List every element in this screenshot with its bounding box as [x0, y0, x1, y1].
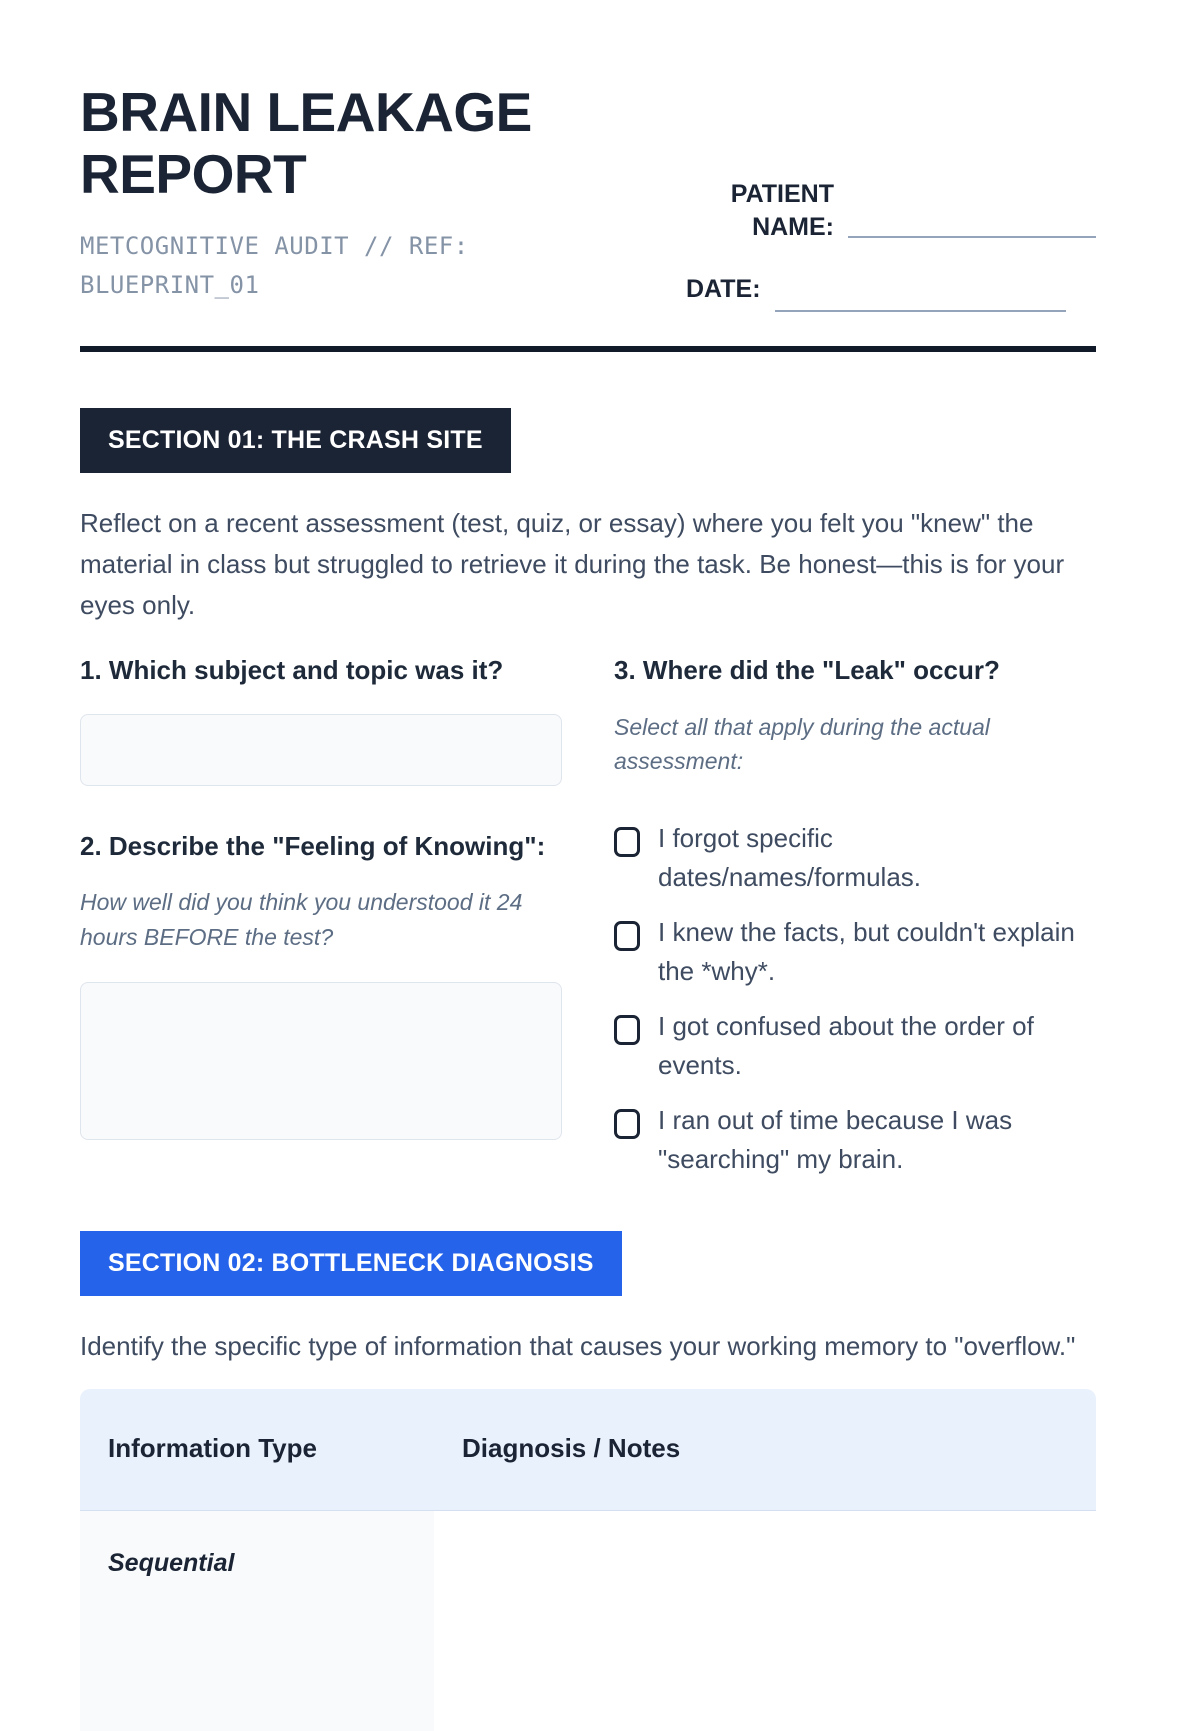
checklist-item — [614, 913, 1096, 991]
question-2-input[interactable] — [80, 982, 562, 1140]
checklist-item — [614, 819, 1096, 897]
date-label: DATE: — [686, 275, 761, 303]
question-1-input[interactable] — [80, 714, 562, 786]
date-row — [686, 273, 1096, 306]
question-2-helper: How well did you think you understood it 24 hours BEFORE the test? — [80, 889, 523, 950]
patient-name-line[interactable] — [848, 228, 1096, 238]
document-header — [80, 82, 1096, 306]
section-02-badge: SECTION 02: BOTTLENECK DIAGNOSIS — [80, 1231, 622, 1296]
table-header-row — [80, 1389, 1096, 1511]
section-01-badge: SECTION 01: THE CRASH SITE — [80, 408, 511, 473]
question-3-helper: Select all that apply during the actual assessment: — [614, 713, 990, 775]
table-header-information-type: Information Type — [80, 1389, 434, 1511]
question-column-left — [80, 654, 562, 1179]
patient-name-label: PATIENT NAME: — [730, 180, 834, 241]
question-2-label: 2. Describe the "Feeling of Knowing": — [80, 830, 546, 861]
table-cell-information-type: Sequential — [80, 1511, 434, 1731]
checklist-item — [614, 1101, 1096, 1179]
page-subtitle: METCOGNITIVE AUDIT // REF: BLUEPRINT_01 — [80, 232, 469, 299]
checkbox-label: I forgot specific dates/names/formulas. — [658, 822, 922, 892]
question-column-right — [614, 654, 1096, 1179]
table-header-diagnosis-notes: Diagnosis / Notes — [434, 1389, 1096, 1511]
table-cell-diagnosis-notes[interactable] — [434, 1511, 1096, 1731]
checkbox-label: I ran out of time because I was "searching" my brain. — [658, 1104, 1013, 1174]
checkbox-label: I got confused about the order of events. — [658, 1010, 1034, 1080]
patient-info-block — [686, 178, 1096, 306]
section-01-intro: Reflect on a recent assessment (test, quiz, or essay) where you felt you "knew" the material in class but struggled to retrieve it during the task. Be honest—this is for your eyes only. — [80, 507, 1065, 620]
bottleneck-diagnosis-table — [80, 1389, 1096, 1731]
question-1-label: 1. Which subject and topic was it? — [80, 654, 504, 685]
page-title: BRAIN LEAKAGE REPORT — [80, 81, 532, 205]
question-3-label: 3. Where did the "Leak" occur? — [614, 654, 1000, 685]
date-line[interactable] — [775, 302, 1066, 312]
question-grid — [80, 654, 1096, 1179]
header-title-block — [80, 82, 660, 306]
checkbox-forgot-facts[interactable] — [614, 827, 640, 857]
checkbox-ran-out-of-time[interactable] — [614, 1109, 640, 1139]
leak-checklist — [614, 819, 1096, 1179]
checkbox-order-confusion[interactable] — [614, 1015, 640, 1045]
checklist-item — [614, 1007, 1096, 1085]
checkbox-knew-facts-not-why[interactable] — [614, 921, 640, 951]
section-02-intro: Identify the specific type of information that causes your working memory to "overflow." — [80, 1330, 1076, 1361]
checkbox-label: I knew the facts, but couldn't explain the *why*. — [658, 916, 1075, 986]
table-row — [80, 1511, 1096, 1731]
patient-name-row — [686, 178, 1096, 243]
